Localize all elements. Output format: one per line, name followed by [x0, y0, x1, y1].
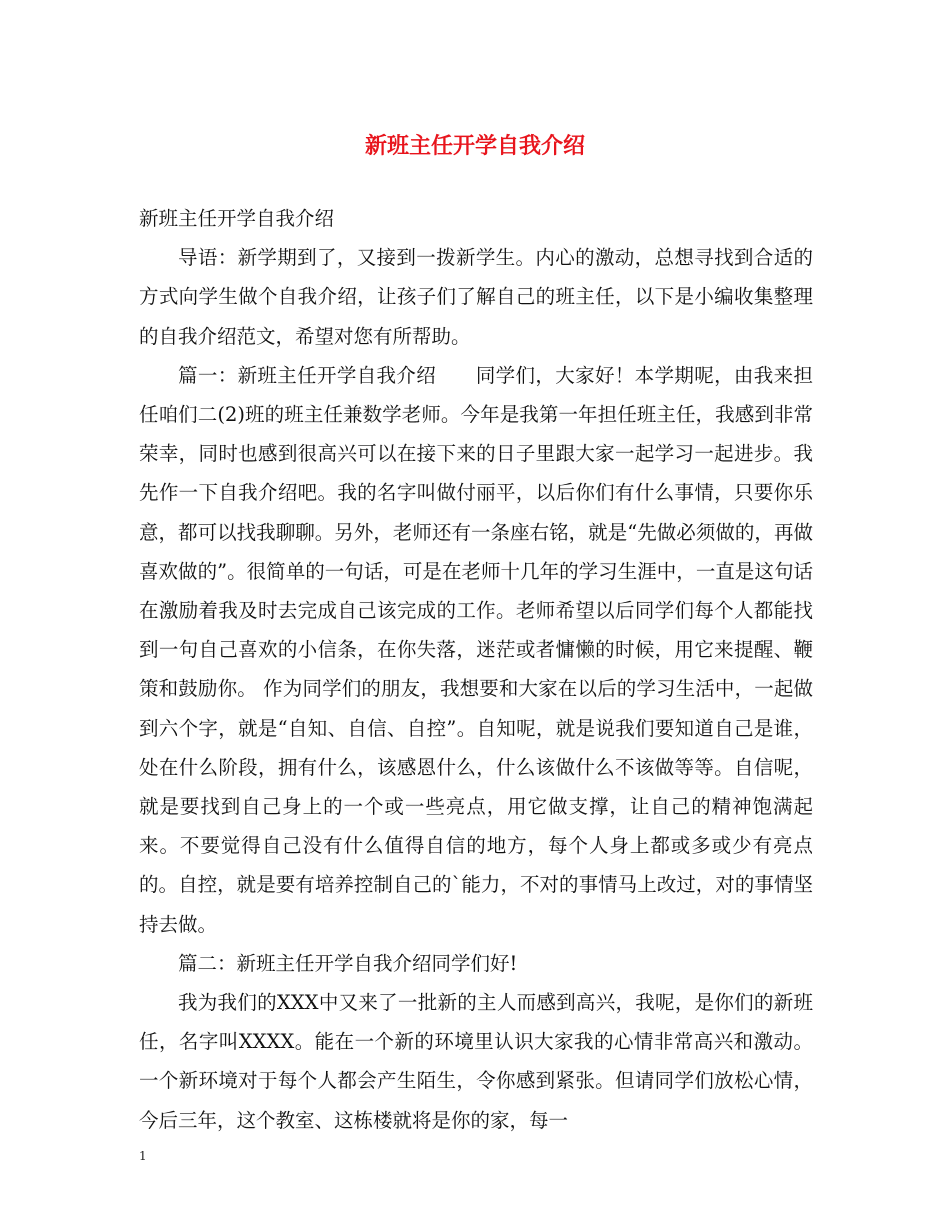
subtitle-paragraph: 新班主任开学自我介绍: [139, 207, 335, 230]
page-number: 1: [139, 1149, 147, 1163]
document-title: 新班主任开学自我介绍: [364, 133, 585, 159]
document-body: [139, 199, 813, 1140]
section-two-heading: 篇二：新班主任开学自我介绍同学们好!: [178, 951, 518, 975]
section-one-paragraph: 篇一：新班主任开学自我介绍 同学们，大家好！本学期呢，由我来担任咱们二(2)班的班主任兼数学老师。今年是我第一年担任班主任，我感到非常荣幸，同时也感到很高兴可以在接下来的日子里跟大家一起学习一起进步。我先作一下自我介绍吧。我的名字叫做付丽平，以后你们有什么事情，只要你乐意，都可以找我聊聊。另外，老师还有一条座右铭，就是“先做必须做的，再做喜欢做的”。很简单的一句话，可是在老师十几年的学习生涯中，一直是这句话在激励着我及时去完成自己该完成的工作。老师希望以后同学们每个人都能找到一句自己喜欢的小信条，在你失落，迷茫或者慵懒的时候，用它来提醒、鞭策和鼓励你。 作为同学们的朋友，我想要和大家在以后的学习生活中，一起做到六个字，就是“自知、自信、自控”。自知呢，就是说我们要知道自己是谁，处在什么阶段，拥有什么，该感恩什么，什么该做什么不该做等等。自信呢，就是要找到自己身上的一个或一些亮点，用它做支撑，让自己的精神饱满起来。不要觉得自己没有什么值得自信的地方，每个人身上都或多或少有亮点的。自控，就是要有培养控制自己的`能力，不对的事情马上改过，对的事情坚持去做。: [139, 363, 813, 936]
intro-paragraph: 导语：新学期到了，又接到一拨新学生。内心的激动，总想寻找到合适的方式向学生做个自我介绍，让孩子们了解自己的班主任，以下是小编收集整理的自我介绍范文，希望对您有所帮助。: [139, 246, 813, 348]
section-two-paragraph: 我为我们的XXX中又来了一批新的主人而感到高兴，我呢，是你们的新班任，名字叫XXXX。能在一个新的环境里认识大家我的心情非常高兴和激动。一个新环境对于每个人都会产生陌生，令你感到紧张。但请同学们放松心情，今后三年，这个教室、这栋楼就将是你的家，每一: [139, 991, 813, 1132]
